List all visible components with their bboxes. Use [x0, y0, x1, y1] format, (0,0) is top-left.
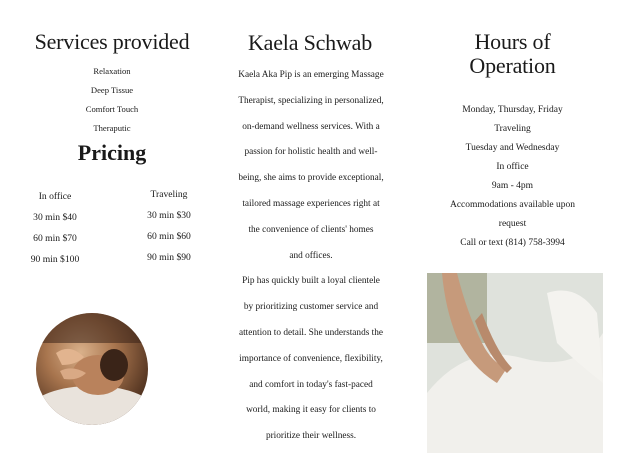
hours-title — [420, 30, 605, 78]
hours-line: Monday, Thursday, Friday — [462, 105, 563, 115]
bio-line: and comfort in today's fast-paced — [249, 379, 373, 390]
bio-line: world, making it easy for clients to — [246, 405, 376, 416]
hours-line: 9am - 4pm — [491, 181, 534, 191]
service-item: Relaxation — [93, 66, 131, 76]
price-row: 90 min $90 — [147, 252, 191, 263]
service-item: Theraputic — [93, 123, 131, 133]
hours-line: In office — [496, 162, 529, 172]
hours-line: Traveling — [494, 124, 531, 134]
hours-details — [420, 101, 605, 253]
service-item: Deep Tissue — [90, 85, 134, 95]
hours-title-line: Operation — [469, 53, 556, 79]
bio-line: prioritize their wellness. — [265, 431, 357, 442]
hours-line: Tuesday and Wednesday — [465, 143, 560, 153]
face-massage-photo — [36, 313, 148, 425]
service-item: Comfort Touch — [85, 104, 139, 114]
bio-line: passion for holistic health and well- — [244, 147, 378, 158]
bio-line: being, she aims to provide exceptional, — [238, 173, 384, 184]
hours-line: Accommodations available upon — [449, 200, 576, 210]
bio-line: by prioritizing customer service and — [243, 302, 379, 313]
bio-line: and offices. — [289, 250, 333, 261]
middle-panel — [210, 0, 410, 465]
hours-line: request — [498, 219, 527, 229]
bio-line: tailored massage experiences right at — [242, 198, 380, 209]
in-office-label: In office — [38, 191, 72, 202]
services-title: Services provided — [34, 29, 190, 54]
pricing-title: Pricing — [77, 140, 147, 165]
back-massage-illustration — [427, 273, 603, 453]
price-row: 90 min $100 — [30, 254, 80, 265]
bio-line: Pip has quickly built a loyal clientele — [242, 276, 380, 287]
bio-line: importance of convenience, flexibility, — [239, 353, 383, 364]
price-row: 60 min $60 — [147, 231, 191, 242]
traveling-prices — [128, 184, 210, 268]
contact-line: Call or text (814) 758-3994 — [460, 238, 565, 248]
bio-line: Therapist, specializing in personalized, — [238, 95, 384, 106]
therapist-name: Kaela Schwab — [247, 30, 373, 55]
bio-line: on-demand wellness services. With a — [242, 121, 380, 132]
bio-text — [216, 63, 406, 450]
price-row: 60 min $70 — [33, 233, 77, 244]
traveling-label: Traveling — [150, 189, 188, 200]
face-massage-illustration — [36, 313, 148, 425]
bio-line: Kaela Aka Pip is an emerging Massage — [238, 70, 384, 80]
bio-line: the convenience of clients' homes — [248, 224, 374, 235]
hours-title-line: Hours of — [474, 29, 551, 54]
price-row: 30 min $30 — [147, 210, 191, 221]
bio-line: attention to detail. She understands the — [238, 327, 384, 338]
price-row: 30 min $40 — [33, 212, 77, 223]
back-massage-photo — [427, 273, 603, 453]
services-list — [18, 62, 206, 138]
in-office-prices — [18, 186, 92, 270]
